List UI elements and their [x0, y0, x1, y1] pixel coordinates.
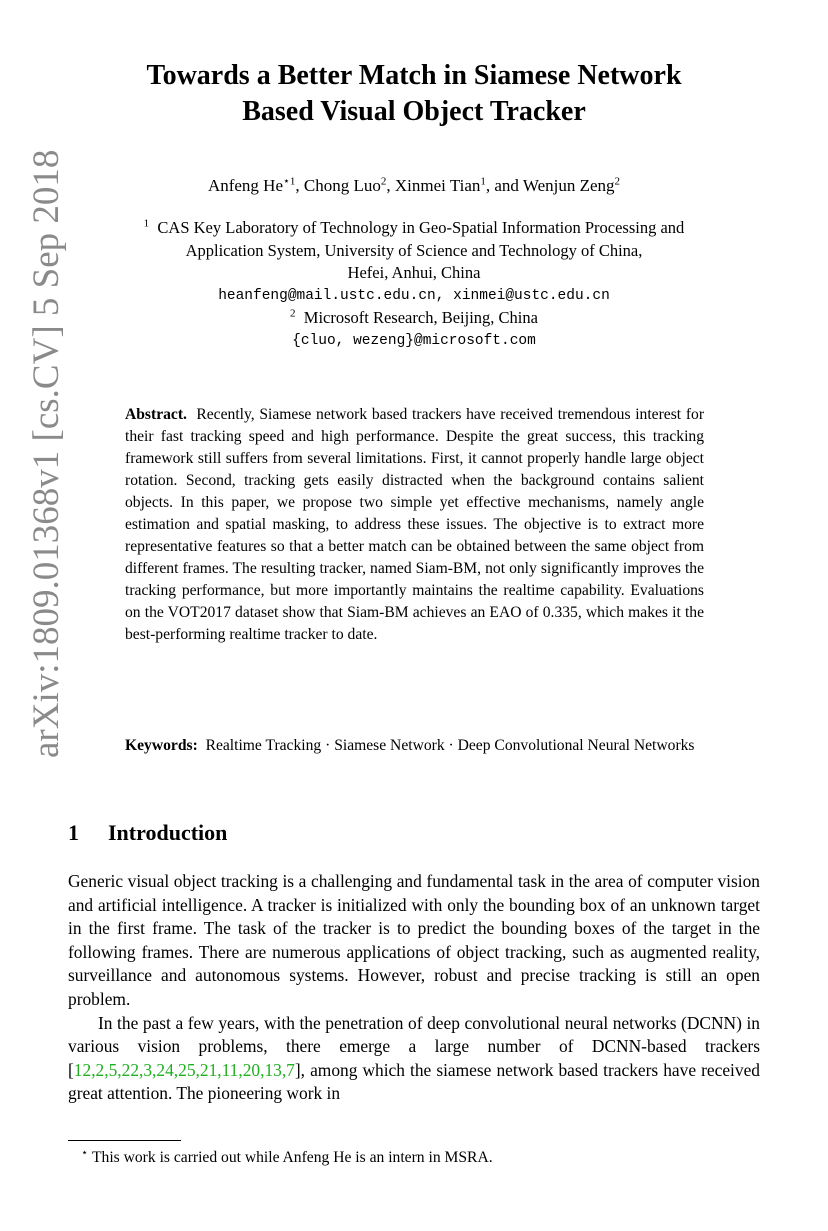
author-affiliation-mark: 1	[480, 175, 486, 188]
abstract-label: Abstract.	[125, 406, 187, 423]
introduction-body	[68, 870, 760, 1106]
intro-paragraph-2: In the past a few years, with the penetration of deep convolutional neural networks (DCNN) in various vision problems, there emerge a large number of DCNN-based trackers [12,2,5,22,3,24,25,21,11,20,13,7], among which the siamese network based trackers have received great attention. The pioneering work in	[68, 1012, 760, 1104]
affiliation-2-mark: 2	[290, 307, 296, 320]
section-number: 1	[68, 820, 79, 845]
affiliation-1-emails: heanfeng@mail.ustc.edu.cn, xinmei@ustc.edu.cn	[218, 287, 610, 304]
abstract	[125, 404, 704, 646]
author-name: Wenjun Zeng	[522, 176, 615, 195]
author-affiliation-mark: 2	[380, 175, 387, 188]
section-title: Introduction	[108, 820, 228, 845]
title-line-1: Towards a Better Match in Siamese Network	[146, 60, 682, 91]
abstract-text: Recently, Siamese network based trackers have received tremendous interest for their fast tracking speed and high performance. Despite the great success, this tracking framework still suffers from several limitations. First, it cannot properly handle large object rotation. Second, tracking gets easily distracted when the background contains salient objects. In this paper, we propose two simple yet effective mechanisms, namely angle estimation and spatial masking, to address these issues. The objective is to extract more representative features so that a better match can be obtained between the same object from different frames. The resulting tracker, named Siam-BM, not only significantly improves the tracking performance, but more importantly maintains the realtime capability. Evaluations on the VOT2017 dataset show that Siam-BM achieves an EAO of 0.335, which makes it the best-performing realtime tracker to date.	[125, 406, 705, 643]
author-name: Chong Luo	[303, 176, 381, 195]
author-name: Xinmei Tian	[394, 176, 481, 195]
author-affiliation-mark: ⋆1	[283, 175, 296, 188]
affiliations	[68, 217, 760, 352]
author-affiliation-mark: 2	[614, 175, 621, 188]
intro-paragraph-1: Generic visual object tracking is a challenging and fundamental task in the area of computer vision and artificial intelligence. A tracker is initialized with only the bounding box of an unknown target in the first frame. The task of the tracker is to predict the bounding boxes of the target in the following frames. There are numerous applications of object tracking, such as augmented reality, surveillance and autonomous systems. However, robust and precise tracking is still an open problem.	[68, 871, 760, 1009]
affiliation-1-line-3: Hefei, Anhui, China	[347, 263, 481, 282]
author-separator: ,	[295, 176, 304, 195]
affiliation-1-mark: 1	[143, 217, 150, 230]
section-heading	[68, 818, 227, 848]
author-separator: , and	[485, 176, 523, 195]
keywords-text: Realtime Tracking · Siamese Network · Deep Convolutional Neural Networks	[205, 737, 695, 754]
title-line-2: Based Visual Object Tracker	[242, 96, 586, 127]
keywords-label: Keywords:	[125, 737, 198, 754]
author-separator: ,	[386, 176, 395, 195]
footnote-text: This work is carried out while Anfeng He is an intern in MSRA.	[92, 1149, 493, 1166]
author-name: Anfeng He	[207, 176, 284, 195]
paper-title	[68, 58, 760, 130]
affiliation-1-line-1: $^1$ CAS Key Laboratory of Technology in Geo-Spatial Information Processing and	[143, 217, 685, 237]
affiliation-1-line-2: Application System, University of Science and Technology of China,	[185, 240, 643, 260]
footnote: ⋆ This work is carried out while Anfeng He is an intern in MSRA.	[81, 1146, 493, 1166]
affiliation-2-line-1: $^2$ Microsoft Research, Beijing, China	[290, 307, 538, 327]
keywords	[125, 735, 704, 757]
affiliation-2-emails: {cluo, wezeng}@microsoft.com	[292, 332, 536, 349]
author-list	[68, 174, 760, 198]
arxiv-identifier-stamp: arXiv:1809.01368v1 [cs.CV] 5 Sep 2018	[26, 149, 67, 758]
footnote-rule	[68, 1140, 181, 1141]
citation-links[interactable]: 12,2,5,22,3,24,25,21,11,20,13,7	[73, 1059, 295, 1080]
